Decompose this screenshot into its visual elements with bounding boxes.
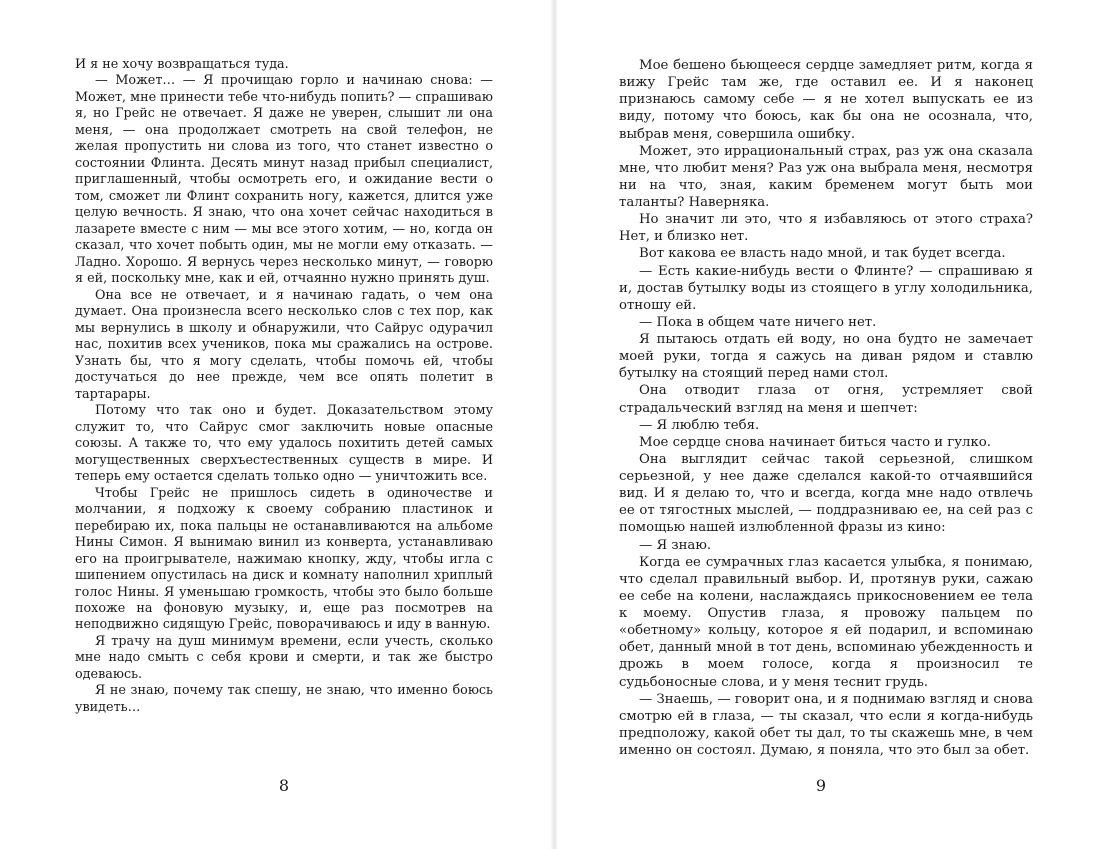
paragraph: — Есть какие-нибудь вести о Флинте? — спрашиваю я и, достав бутылку воды из стоящего в углу холодильника, отношу ей. xyxy=(619,263,1033,313)
paragraph: Я трачу на душ минимум времени, если учесть, сколько мне надо смыть с себя крови и смерти, и так же быстро одеваюсь. xyxy=(75,633,493,682)
paragraph: Может, это иррациональный страх, раз уж она сказала мне, что любит меня? Раз уж она выбрала меня, несмотря ни на что, зная, каким бременем могут быть мои таланты? Наверняка. xyxy=(619,143,1033,210)
paragraph: Я не знаю, почему так спешу, не знаю, что именно боюсь увидеть… xyxy=(75,683,493,715)
paragraph: — Может… — Я прочищаю горло и начинаю снова: — Может, мне принести тебе что-нибудь попить? — спрашиваю я, но Грейс не отвечает. Я даже не уверен, слышит ли она меня, — она продолжает смотреть на свой телефон, не желая пропустить ни слова из того, что станет известно о состоянии Флинта. Десять минут назад прибыл специалист, приглашенный, чтобы осмотреть его, и ожидание вести о том, сможет ли Флинт сохранить ногу, кажется, длится уже целую вечность. Я знаю, что она хочет сейчас находиться в лазарете вместе с ним — мы все этого хотим, — но, когда он сказал, что хочет побыть один, мы не могли ему отказать. — Ладно. Хорошо. Я вернусь через несколько минут, — говорю я ей, поскольку мне, как и ей, отчаянно нужно принять душ. xyxy=(75,73,493,287)
paragraph: Я пытаюсь отдать ей воду, но она будто не замечает моей руки, тогда я сажусь на диван рядом и ставлю бутылку на стоящий перед нами стол. xyxy=(619,332,1033,382)
paragraph: — Я знаю. xyxy=(639,537,712,553)
right-page xyxy=(558,0,1111,849)
page-number: 9 xyxy=(815,776,827,795)
book-gutter xyxy=(550,0,558,849)
paragraph: Потому что так оно и будет. Доказательством этому служит то, что Сайрус смог заключить новые опасные союзы. А также то, что ему удалось похитить детей самых могущественных сверхъестественных существ в мире. И теперь ему остается сделать только одно — уничтожить все. xyxy=(75,403,493,485)
paragraph: Вот какова ее власть надо мной, и так будет всегда. xyxy=(639,246,1006,262)
paragraph: И я не хочу возвращаться туда. xyxy=(75,57,289,72)
paragraph: Чтобы Грейс не пришлось сидеть в одиночестве и молчании, я подхожу к своему собранию пластинок и перебираю их, пока пальцы не останавливаются на альбоме Нины Симон. Я вынимаю винил из конверта, устанавливаю его на проигрывателе, нажимаю кнопку, жду, чтобы игла с шипением опустилась на диск и комнату наполнил хриплый голос Нины. Я уменьшаю громкость, чтобы это было больше похоже на фоновую музыку, и, еще раз посмотрев на неподвижно сидящую Грейс, поворачиваюсь и иду в ванную. xyxy=(75,485,493,633)
paragraph: — Я люблю тебя. xyxy=(639,417,760,433)
paragraph: — Пока в общем чате ничего нет. xyxy=(639,314,877,330)
right-page-text xyxy=(619,57,1033,759)
paragraph: Когда ее сумрачных глаз касается улыбка, я понимаю, что сделал правильный выбор. И, протянув руки, сажаю ее себе на колени, наслаждаясь прикосновением ее тела к моему. Опустив глаза, я провожу пальцем по «обетному» кольцу, которое я ей подарил, и вспоминаю обет, данный мной в тот день, вспоминаю убежденность и дрожь в моем голосе, когда я произносил те судьбоносные слова, и у меня теснит грудь. xyxy=(619,554,1033,690)
paragraph: Но значит ли это, что я избавляюсь от этого страха? Нет, и близко нет. xyxy=(619,212,1033,245)
paragraph: Она выглядит сейчас такой серьезной, слишком серьезной, у нее даже сделался какой-то отчаявшийся вид. И я делаю то, что и всегда, когда мне надо отвлечь ее от тягостных мыслей, — поддразниваю ее, на сей раз с помощью нашей излюбленной фразы из кино: xyxy=(619,451,1033,536)
left-page-text xyxy=(75,57,493,716)
paragraph: Она все не отвечает, и я начинаю гадать, о чем она думает. Она произнесла всего несколько слов с тех пор, как мы вернулись в школу и обнаружили, что Сайрус одурачил нас, похитив всех учеников, пока мы сражались на острове. Узнать бы, что я могу сделать, чтобы помочь ей, чтобы достучаться до нее прежде, чем все опять полетит в тартарары. xyxy=(75,287,493,402)
page-number: 8 xyxy=(278,776,290,795)
paragraph: Она отводит глаза от огня, устремляет свой страдальческий взгляд на меня и шепчет: xyxy=(619,383,1033,416)
left-page xyxy=(0,0,552,849)
paragraph: Мое сердце снова начинает биться часто и гулко. xyxy=(639,434,991,450)
paragraph: — Знаешь, — говорит она, и я поднимаю взгляд и снова смотрю ей в глаза, — ты сказал, что если я когда-нибудь предположу, какой обет ты дал, то ты скажешь мне, в чем именно он состоял. Думаю, я поняла, что это был за обет. xyxy=(619,691,1033,758)
paragraph: Мое бешено бьющееся сердце замедляет ритм, когда я вижу Грейс там же, где оставил ее. И я наконец признаюсь самому себе — я не хотел выпускать ее из виду, потому что боюсь, как бы она не осознала, что, выбрав меня, совершила ошибку. xyxy=(619,58,1033,142)
